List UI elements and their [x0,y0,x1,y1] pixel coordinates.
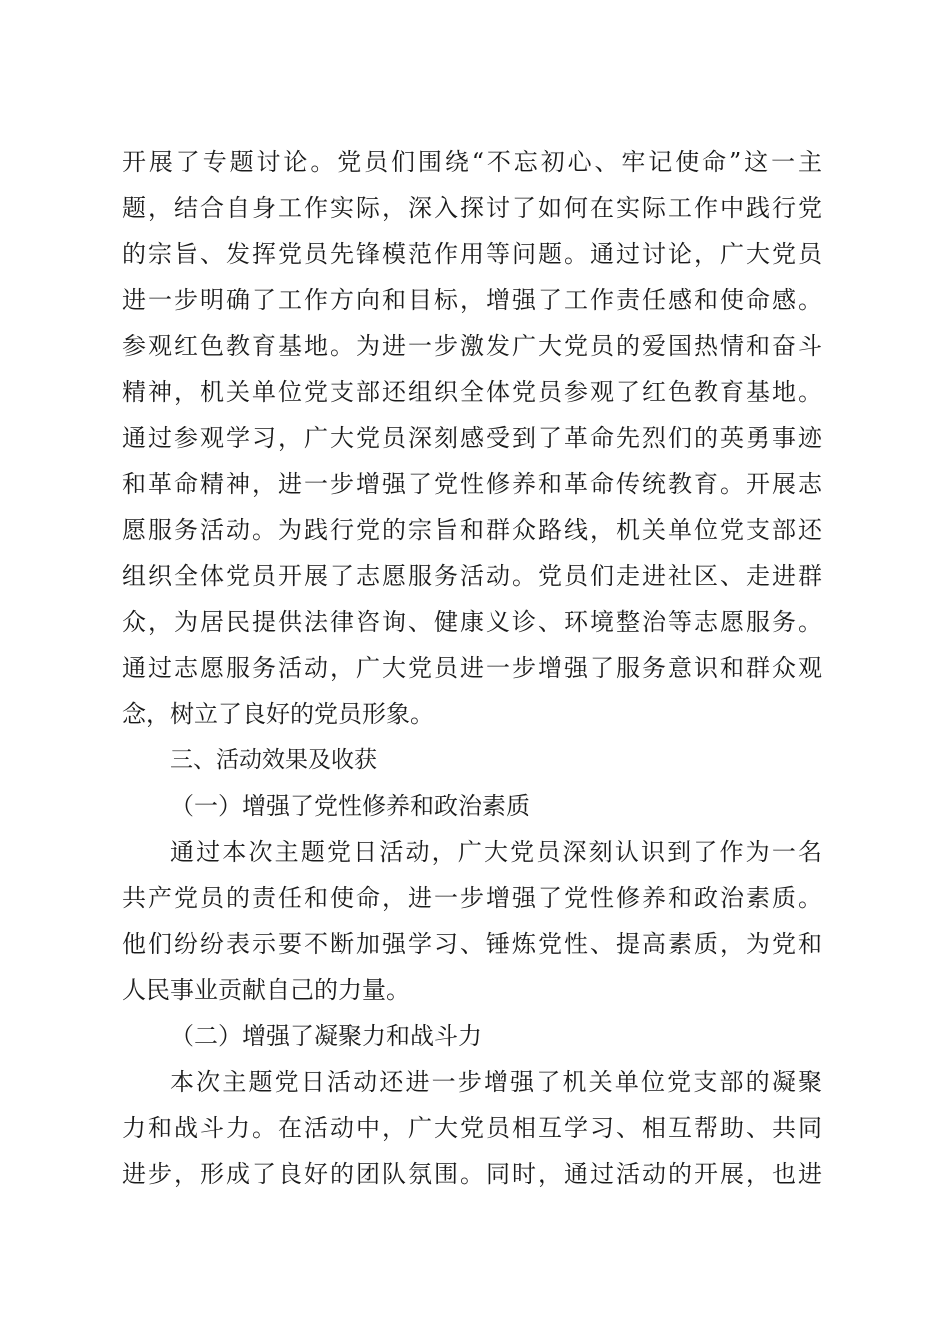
body-line: 众，为居民提供法律咨询、健康义诊、环境整治等志愿服务。 [122,608,822,636]
section-heading: 三、活动效果及收获 [170,747,377,773]
body-line: 的宗旨、发挥党员先锋模范作用等问题。通过讨论，广大党员 [122,240,822,268]
subsection-heading: （一）增强了党性修养和政治素质 [170,792,530,820]
body-line: 精神，机关单位党支部还组织全体党员参观了红色教育基地。 [122,378,822,406]
body-line: 本次主题党日活动还进一步增强了机关单位党支部的凝聚 [170,1068,822,1096]
body-line: 力和战斗力。在活动中，广大党员相互学习、相互帮助、共同 [122,1114,822,1142]
body-line: 人民事业贡献自己的力量。 [122,976,410,1004]
body-line: 进一步明确了工作方向和目标，增强了工作责任感和使命感。 [122,286,822,314]
body-line: 通过志愿服务活动，广大党员进一步增强了服务意识和群众观 [122,654,822,682]
subsection-heading: （二）增强了凝聚力和战斗力 [170,1022,482,1050]
body-line: 念，树立了良好的党员形象。 [122,700,434,728]
body-line: 题，结合自身工作实际，深入探讨了如何在实际工作中践行党 [122,194,822,222]
body-line: 通过本次主题党日活动，广大党员深刻认识到了作为一名 [170,838,822,866]
body-line: 通过参观学习，广大党员深刻感受到了革命先烈们的英勇事迹 [122,424,822,452]
body-line: 进步，形成了良好的团队氛围。同时，通过活动的开展，也进 [122,1160,822,1188]
body-line: 共产党员的责任和使命，进一步增强了党性修养和政治素质。 [122,884,822,912]
body-line: 组织全体党员开展了志愿服务活动。党员们走进社区、走进群 [122,562,822,590]
body-line: 他们纷纷表示要不断加强学习、锤炼党性、提高素质，为党和 [122,930,822,958]
body-line: 和革命精神，进一步增强了党性修养和革命传统教育。开展志 [122,470,822,498]
body-line: 开展了专题讨论。党员们围绕“不忘初心、牢记使命”这一主 [122,148,822,176]
body-line: 愿服务活动。为践行党的宗旨和群众路线，机关单位党支部还 [122,516,822,544]
body-line: 参观红色教育基地。为进一步激发广大党员的爱国热情和奋斗 [122,332,822,360]
